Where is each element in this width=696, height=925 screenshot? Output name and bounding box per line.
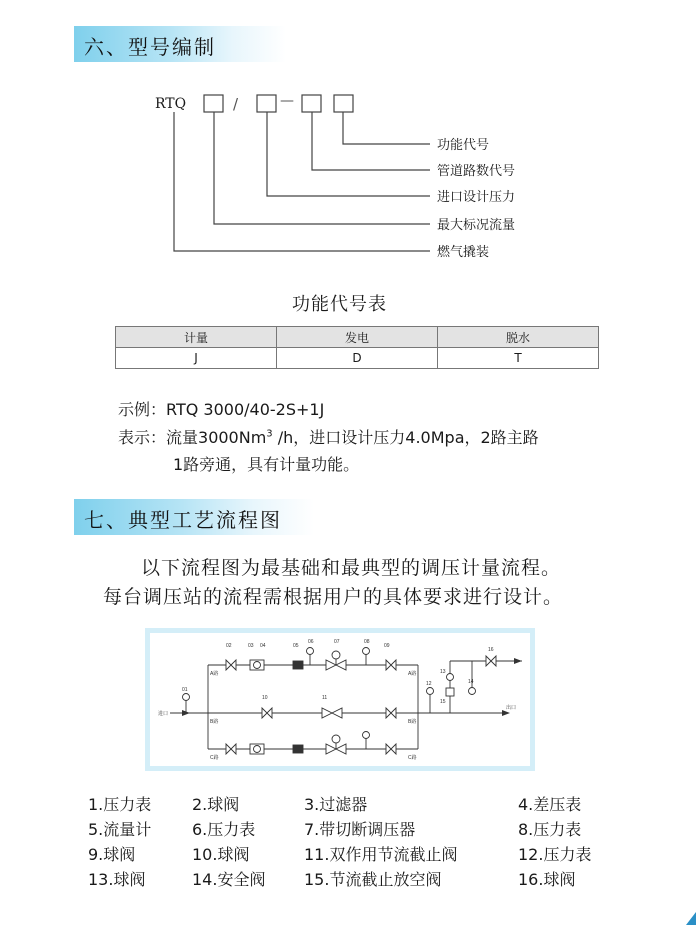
diagram-number: 14: [468, 679, 474, 685]
diagram-number: 12: [426, 681, 432, 687]
code-box-pressure: [257, 95, 276, 112]
filter-element-icon: [254, 746, 261, 753]
branch-c-label: C路: [210, 755, 219, 761]
ball-valve-icon: [262, 708, 272, 718]
label-function-code: 功能代号: [437, 138, 490, 153]
page-corner-accent: [686, 912, 696, 925]
intro-line-1: 以下流程图为最基础和最典型的调压计量流程。: [141, 557, 562, 579]
meaning-superscript: 3: [266, 428, 273, 440]
legend-item: 3.过滤器: [304, 795, 368, 814]
pressure-gauge-icon: [363, 732, 370, 739]
label-gas-skid: 燃气撬装: [437, 245, 490, 260]
diagram-number: 05: [293, 643, 299, 649]
legend-row: [88, 792, 628, 817]
legend-item: 4.差压表: [518, 795, 582, 814]
section-title: 六、型号编制: [84, 35, 216, 59]
legend-item: 10.球阀: [192, 845, 250, 864]
ball-valve-icon: [386, 660, 396, 670]
legend-item: 16.球阀: [518, 870, 576, 889]
example-line-2: [118, 425, 539, 448]
throttle-valve-icon: [322, 708, 342, 718]
legend-item: 8.压力表: [518, 820, 582, 839]
table-header-row: [116, 327, 599, 348]
label-max-flow: 最大标况流量: [437, 218, 516, 233]
example-line-1: [118, 397, 324, 420]
ball-valve-icon: [386, 744, 396, 754]
filter-element-icon: [254, 662, 261, 669]
diagram-number: 04: [260, 643, 266, 649]
function-code-table: [115, 326, 599, 369]
branch-a-label: A路: [408, 671, 417, 677]
diagram-number: 03: [248, 643, 254, 649]
legend-item: 12.压力表: [518, 845, 592, 864]
section-header-process: [74, 499, 314, 535]
model-prefix: RTQ: [155, 96, 187, 112]
regulator-pilot-icon: [332, 651, 340, 659]
legend-item: 14.安全阀: [192, 870, 266, 889]
legend-item: 15.节流截止放空阀: [304, 870, 442, 889]
ball-valve-icon: [386, 708, 396, 718]
legend-row: [88, 842, 628, 867]
pressure-gauge-icon: [447, 674, 454, 681]
table-header-cell: 脱水: [438, 327, 599, 348]
diagram-number: 09: [384, 643, 390, 649]
diagram-number: 11: [322, 695, 328, 701]
code-box-flow: [204, 95, 223, 112]
label-line-count-code: 管道路数代号: [437, 164, 516, 179]
legend-item: 1.压力表: [88, 795, 152, 814]
table-row: [116, 348, 599, 369]
function-table-title: 功能代号表: [292, 294, 387, 315]
intro-line-2: 每台调压站的流程需根据用户的具体要求进行设计。: [103, 586, 564, 608]
inlet-label: 进口: [158, 711, 169, 717]
process-flow-diagram: [145, 628, 535, 771]
example-label: 示例：: [118, 400, 167, 419]
code-box-lines: [302, 95, 321, 112]
pressure-gauge-icon: [363, 648, 370, 655]
model-dash: —: [280, 93, 294, 109]
outlet-label: 出口: [506, 705, 517, 711]
meaning-text-b: /h，进口设计压力4.0Mpa，2路主路: [272, 428, 539, 447]
ball-valve-icon: [486, 656, 496, 666]
table-cell: D: [277, 348, 438, 369]
branch-b-label: B路: [210, 719, 219, 725]
diagram-number: 10: [262, 695, 268, 701]
leader-function: [343, 112, 430, 144]
code-box-function: [334, 95, 353, 112]
diagram-number: 07: [334, 639, 340, 645]
legend-item: 11.双作用节流截止阀: [304, 845, 458, 864]
branch-c-label: C路: [408, 755, 417, 761]
diagram-number: 01: [182, 687, 188, 693]
section-title: 七、典型工艺流程图: [84, 508, 282, 532]
legend-row: [88, 817, 628, 842]
label-inlet-pressure: 进口设计压力: [437, 190, 516, 205]
diagram-number: 06: [308, 639, 314, 645]
diagram-number: 13: [440, 669, 446, 675]
meaning-text-a: 流量3000Nm: [166, 428, 267, 447]
relief-valve-icon: [469, 688, 476, 695]
model-code-diagram: [0, 0, 696, 300]
legend-item: 5.流量计: [88, 820, 152, 839]
ball-valve-icon: [226, 744, 236, 754]
flow-meter-icon: [293, 661, 303, 669]
pressure-gauge-icon: [427, 688, 434, 695]
branch-a-label: A路: [210, 671, 219, 677]
flow-meter-icon: [293, 745, 303, 753]
vent-arrow-icon: [514, 658, 522, 664]
diagram-number: 16: [488, 647, 494, 653]
legend-item: 13.球阀: [88, 870, 146, 889]
table-cell: J: [116, 348, 277, 369]
regulator-pilot-icon: [332, 735, 340, 743]
leader-pressure: [267, 112, 430, 196]
diagram-number: 02: [226, 643, 232, 649]
meaning-label: 表示：: [118, 428, 167, 447]
vent-valve-icon: [446, 688, 454, 696]
leader-flow: [214, 112, 430, 224]
diagram-number: 15: [440, 699, 446, 705]
legend-item: 9.球阀: [88, 845, 136, 864]
table-cell: T: [438, 348, 599, 369]
process-flow-svg: [150, 633, 530, 766]
model-slash: /: [233, 95, 239, 113]
diagram-canvas: [150, 633, 530, 766]
legend-item: 2.球阀: [192, 795, 240, 814]
legend-item: 7.带切断调压器: [304, 820, 416, 839]
legend-item: 6.压力表: [192, 820, 256, 839]
pressure-gauge-icon: [183, 694, 190, 701]
example-code: RTQ 3000/40-2S+1J: [166, 400, 325, 419]
leader-skid: [174, 112, 430, 251]
component-legend: [88, 792, 628, 892]
leader-lines: [312, 112, 430, 170]
example-line-3: 1路旁通，具有计量功能。: [173, 455, 360, 474]
pressure-gauge-icon: [307, 648, 314, 655]
branch-b-label: B路: [408, 719, 417, 725]
table-header-cell: 发电: [277, 327, 438, 348]
legend-row: [88, 867, 628, 892]
diagram-number: 08: [364, 639, 370, 645]
table-header-cell: 计量: [116, 327, 277, 348]
ball-valve-icon: [226, 660, 236, 670]
